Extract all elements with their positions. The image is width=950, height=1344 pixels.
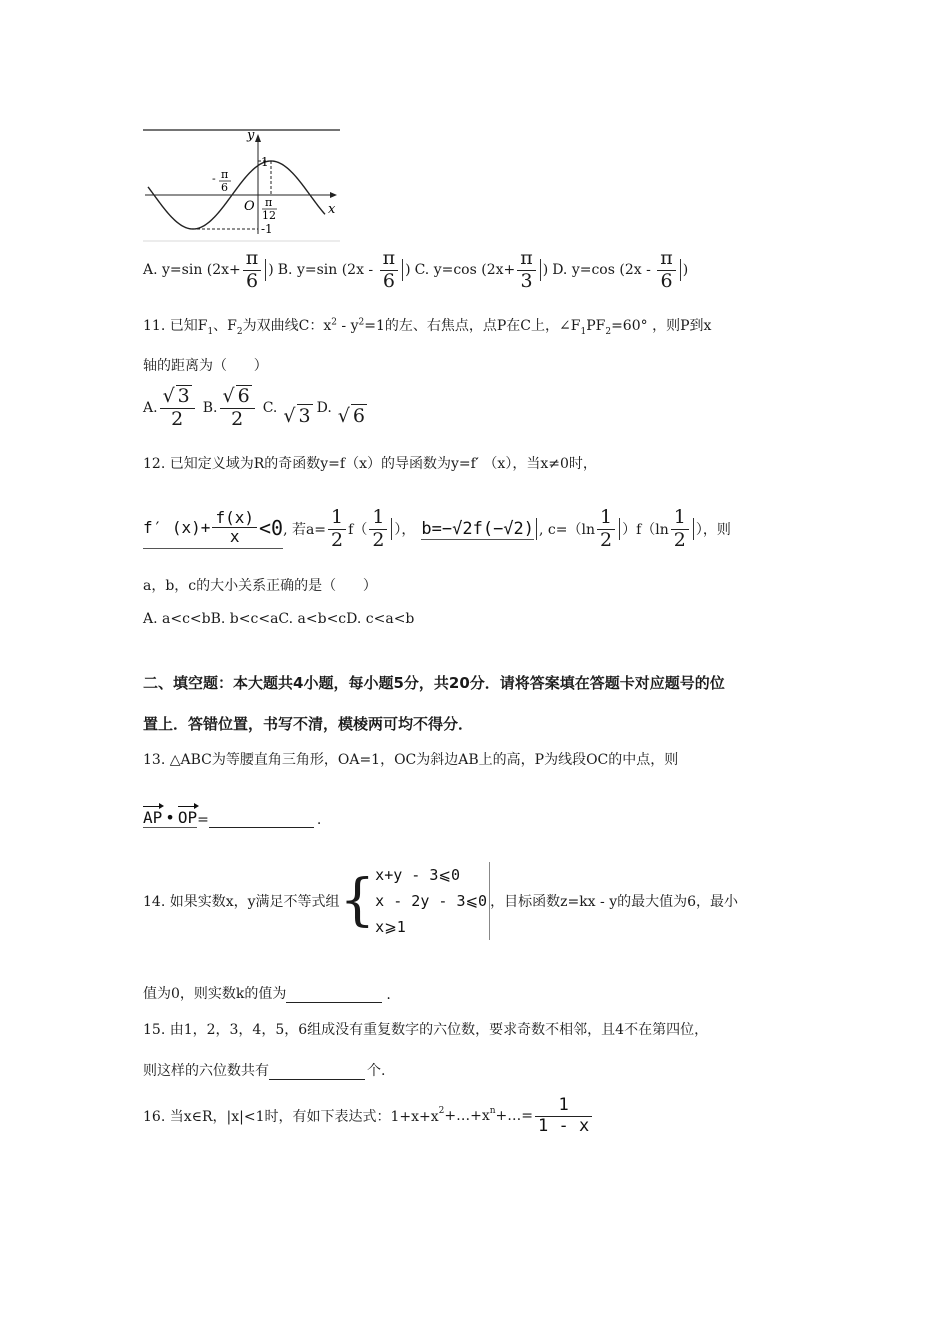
q11-line2: 轴的距离为（ ） bbox=[143, 358, 268, 374]
section2-heading-line1: 二、填空题：本大题共4小题，每小题5分，共20分．请将答案填在答题卡对应题号的位 bbox=[143, 674, 725, 692]
q13-end: . bbox=[316, 812, 322, 828]
q10-option-a-pre: A. y=sin (2x+ bbox=[143, 262, 241, 278]
q14-inequality-2: x - 2y - 3⩽0 bbox=[375, 892, 488, 910]
q14-pre: 14. 如果实数x，y满足不等式组 bbox=[143, 894, 340, 910]
q13-line1: 13. △ABC为等腰直角三角形，OA=1，OC为斜边AB上的高，P为线段OC的中点，则 bbox=[143, 752, 679, 768]
q13-dot-product: AP • OP bbox=[143, 804, 197, 828]
min-value-label: -1 bbox=[261, 222, 273, 236]
x-axis-label: x bbox=[328, 202, 336, 217]
vector-ap: AP bbox=[143, 804, 162, 827]
q12-c-frac: $\frac{1}{2}$ bbox=[597, 507, 615, 552]
y-axis-arrow bbox=[255, 134, 261, 142]
q10-option-d-pre: D. y=cos (2x - bbox=[552, 262, 656, 278]
q13-equals: = bbox=[197, 812, 209, 828]
q12-line3: a，b，c的大小关系正确的是（ ） bbox=[143, 578, 377, 594]
q11-option-c-value: √ 3 bbox=[283, 404, 311, 427]
q12-a-post: ）， bbox=[394, 522, 416, 538]
max-value-label: 1 bbox=[261, 155, 269, 169]
q12-a-frac2: $\frac{1}{2}$ bbox=[369, 507, 387, 552]
y-axis-label: y bbox=[247, 128, 255, 143]
q11-line1: 11. 已知$F_1$、$F_2$为双曲线C：$x^2 - y^2=1$的左、右焦点，点P在C上，$\angle F_1PF_2=60^\circ$ ，则P到x bbox=[143, 317, 712, 337]
q11-option-b-frac: $\frac{√ 6}{2}$ bbox=[220, 385, 255, 431]
q14-inequality-system bbox=[340, 862, 491, 940]
q12-line1: 12. 已知定义域为R的奇函数y=f（x）的导函数为y=f′ （x），当x≠0时， bbox=[143, 456, 597, 472]
q11-option-a-frac: $\frac{√ 3}{2}$ bbox=[160, 385, 195, 431]
q12-condition-line bbox=[143, 504, 731, 554]
q10-option-b-pre: B. y=sin (2x - bbox=[277, 262, 378, 278]
vector-op: OP bbox=[178, 804, 197, 827]
q11-option-b-label: B. bbox=[202, 400, 218, 416]
section2-heading-line2: 置上．答错位置，书写不清，模棱两可均不得分． bbox=[143, 715, 474, 733]
q10-option-b-post: ) bbox=[405, 262, 411, 278]
q13-answer-blank[interactable] bbox=[209, 827, 314, 828]
q12-c-pre: , c=（ln bbox=[539, 522, 595, 538]
neg-pi-den: 6 bbox=[221, 181, 228, 194]
q14-inequality-3: x⩾1 bbox=[375, 918, 406, 936]
q11-option-c-label: C. bbox=[262, 400, 278, 416]
q14-line2: 值为0，则实数k的值为 . bbox=[143, 986, 391, 1003]
q10-options bbox=[143, 246, 688, 294]
q12-options: A. a<c<bB. b<c<aC. a<b<cD. c<a<b bbox=[143, 611, 415, 627]
q12-a-frac: $\frac{1}{2}$ bbox=[328, 507, 346, 552]
pi12-den: 12 bbox=[262, 209, 276, 222]
left-brace-icon: { bbox=[339, 868, 376, 933]
q12-c-mid: ）f（ln bbox=[622, 522, 669, 538]
q11-option-d-label: D. bbox=[316, 400, 332, 416]
q13-line2 bbox=[143, 804, 321, 828]
q10-option-c-pre: C. y=cos (2x+ bbox=[414, 262, 516, 278]
q10-option-a-frac: $\frac{\pi}{6}$ bbox=[243, 248, 262, 293]
sine-graph-figure bbox=[140, 126, 345, 246]
q10-option-d-frac: $\frac{\pi}{6}$ bbox=[657, 248, 676, 293]
origin-label: O bbox=[244, 199, 255, 214]
q12-a-pre: , 若a= bbox=[283, 522, 327, 538]
q10-option-a-post: ) bbox=[268, 262, 274, 278]
q14-inequality-1: x+y - 3⩽0 bbox=[375, 866, 460, 884]
q12-b-expression: b=−√2f(−√2) bbox=[421, 518, 535, 539]
q14-post: ，目标函数z=kx - y的最大值为6，最小 bbox=[490, 894, 739, 910]
q14-answer-blank[interactable] bbox=[286, 986, 382, 1003]
q10-option-d-post: ) bbox=[682, 262, 689, 278]
q15-line2: 则这样的六位数共有 个. bbox=[143, 1063, 386, 1079]
q10-option-c-frac: $\frac{\pi}{3}$ bbox=[517, 248, 536, 293]
q11-option-d-value: √ 6 bbox=[337, 404, 365, 427]
q16-fraction: $\frac{1}{1 - x}$ bbox=[535, 1096, 592, 1136]
q12-condition: f′ (x)+ $\frac{f(x)}{x}$ <0 bbox=[143, 509, 283, 550]
neg-sign-label: - bbox=[212, 172, 216, 185]
pi12-num: π bbox=[265, 196, 273, 209]
q15-line1: 15. 由1，2，3，4，5，6组成没有重复数字的六位数，要求奇数不相邻，且4不在第四位， bbox=[143, 1022, 709, 1038]
q11-option-a-label: A. bbox=[143, 400, 158, 416]
q11-options bbox=[143, 384, 367, 432]
q12-c-frac2: $\frac{1}{2}$ bbox=[671, 507, 689, 552]
q10-option-c-post: ) bbox=[542, 262, 549, 278]
q16-line: 16. 当x∈R，|x|<1时，有如下表达式：1+x+x $^2$ +…+x $^n$ +…= $\frac{1}{1 - x}$ bbox=[143, 1092, 594, 1140]
q14-line1 bbox=[143, 860, 738, 942]
q15-answer-blank[interactable] bbox=[269, 1063, 365, 1080]
q12-c-post: ），则 bbox=[695, 522, 731, 538]
neg-pi-num: π bbox=[221, 168, 229, 181]
q12-a-mid: f（ bbox=[348, 522, 368, 538]
x-axis-arrow bbox=[330, 192, 337, 198]
q10-option-b-frac: $\frac{\pi}{6}$ bbox=[380, 248, 399, 293]
